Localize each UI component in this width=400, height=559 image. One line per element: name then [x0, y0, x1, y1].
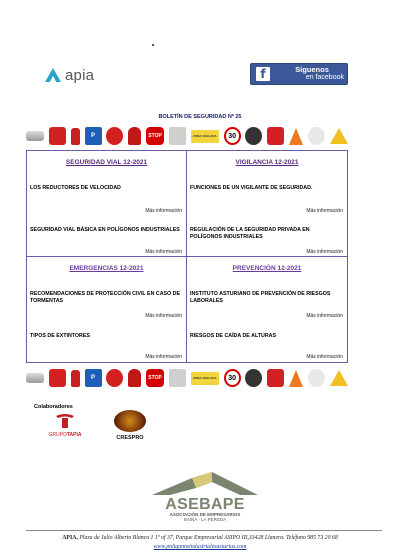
more-info-link[interactable]: Más información — [145, 354, 182, 360]
section-title-seguridad-vial[interactable]: SEGURIDAD VIAL 12-2021 — [65, 159, 148, 166]
article-title[interactable]: LOS REDUCTORES DE VELOCIDAD — [30, 185, 121, 191]
traffic-cone-icon — [289, 370, 303, 387]
article-title[interactable]: FUNCIONES DE UN VIGILANTE DE SEGURIDAD. — [190, 185, 313, 191]
facebook-icon: f — [256, 67, 270, 81]
article-title[interactable]: SEGURIDAD VIAL BÁSICA EN POLÍGONOS INDUSTRIALES — [30, 227, 180, 233]
article-title[interactable]: INSTITUTO ASTURIANO DE PREVENCIÓN DE RIESGOS LABORALES — [190, 291, 331, 304]
crespro-name: CRESPRO — [116, 435, 144, 441]
section-emergencias — [27, 257, 187, 363]
security-guard-icon — [308, 127, 325, 145]
section-title-emergencias[interactable]: EMERGENCIAS 12-2021 — [69, 265, 144, 272]
facebook-label — [280, 66, 344, 82]
icon-strip-bottom — [26, 368, 348, 388]
padlock-icon — [267, 369, 284, 387]
cctv-camera-icon — [26, 131, 44, 141]
asebape-roof-icon — [152, 470, 258, 496]
traffic-cone-icon — [289, 128, 303, 145]
facebook-follow-button[interactable] — [250, 63, 348, 85]
padlock-icon — [267, 127, 284, 145]
footer-org: APIA, — [62, 535, 78, 541]
asebape-line2: BAIÑA · LA PEREDA — [183, 517, 227, 522]
stop-sign-icon: STOP — [146, 127, 164, 145]
article-title[interactable]: TIPOS DE EXTINTORES — [30, 333, 90, 339]
crespro-badge-icon — [114, 410, 146, 432]
more-info-link[interactable]: Más información — [306, 313, 343, 319]
section-vigilancia — [187, 151, 347, 257]
fire-extinguisher-icon — [71, 128, 80, 145]
apia-logo-icon — [44, 67, 62, 83]
apia-logo-text: apia — [65, 66, 95, 84]
page-dot — [152, 44, 154, 46]
section-title-vigilancia[interactable]: VIGILANCIA 12-2021 — [235, 159, 299, 166]
fire-warning-icon — [330, 128, 348, 144]
more-info-link[interactable]: Más información — [145, 249, 182, 255]
section-seguridad-vial — [27, 151, 187, 257]
footer-divider — [26, 530, 382, 531]
facebook-line2: en facebook — [305, 74, 344, 81]
footer-website-link[interactable]: www.poligonosindustrialesasturias.com — [153, 544, 247, 550]
apia-logo[interactable] — [44, 64, 94, 86]
more-info-link[interactable]: Más información — [306, 208, 343, 214]
stop-sign-icon: STOP — [146, 369, 164, 387]
speed-limit-icon: 30 — [224, 127, 241, 145]
security-guard-icon — [308, 369, 325, 387]
icon-strip-top — [26, 126, 348, 146]
section-title-prevencion[interactable]: PREVENCIÓN 12-2021 — [232, 265, 302, 272]
article-title[interactable]: RIESGOS DE CAÍDA DE ALTURAS — [190, 333, 277, 339]
alarm-bell-icon — [106, 127, 123, 145]
facebook-line1: Síguenos — [295, 65, 329, 74]
fire-warning-icon — [330, 370, 348, 386]
section-prevencion — [187, 257, 347, 363]
zona-vigilada-sign-icon: ZONA VIGILADA — [191, 130, 219, 143]
tapia-name-bold: TAPIA — [66, 432, 82, 438]
tapia-mark-icon — [54, 413, 76, 429]
fire-alarm-icon — [49, 127, 66, 145]
footer-address-text: Plaza de Julio Alberto Blanco 1 1º of 37, Parque Empresarial ASIPO III,33428 Llanera. Teléfono 985 73 20 68 — [77, 535, 338, 541]
speed-limit-icon: 30 — [224, 369, 241, 387]
fire-hose-icon — [169, 369, 186, 387]
asebape-line1: ASOCIACIÓN DE EMPRESARIOS — [169, 512, 241, 517]
tapia-prefix: GRUPO — [48, 432, 67, 438]
tapia-name — [44, 432, 86, 438]
more-info-link[interactable]: Más información — [145, 313, 182, 319]
fire-extinguisher-icon — [71, 370, 80, 387]
grupo-tapia-logo[interactable] — [44, 413, 86, 441]
dome-camera-icon — [245, 369, 262, 387]
bulletin-title: BOLETÍN DE SEGURIDAD Nº 25 — [158, 114, 242, 120]
more-info-link[interactable]: Más información — [145, 208, 182, 214]
alarm-bell-icon — [106, 369, 123, 387]
fire-alarm-icon — [49, 369, 66, 387]
footer-address — [0, 535, 400, 541]
more-info-link[interactable]: Más información — [306, 249, 343, 255]
fire-hydrant-icon — [128, 127, 141, 145]
parking-icon: P — [85, 127, 102, 145]
parking-icon: P — [85, 369, 102, 387]
asebape-name: ASEBAPE — [165, 496, 245, 513]
sections-grid — [26, 150, 348, 363]
crespro-logo[interactable] — [110, 410, 150, 444]
article-title[interactable]: RECOMENDACIONES DE PROTECCIÓN CIVIL EN CASO DE TORMENTAS — [30, 291, 180, 304]
zona-vigilada-sign-icon: ZONA VIGILADA — [191, 372, 219, 385]
dome-camera-icon — [245, 127, 262, 145]
more-info-link[interactable]: Más información — [306, 354, 343, 360]
article-title[interactable]: REGULACIÓN DE LA SEGURIDAD PRIVADA EN POLÍGONOS INDUSTRIALES — [190, 227, 310, 240]
fire-hose-icon — [169, 127, 186, 145]
asebape-logo[interactable] — [150, 470, 260, 520]
cctv-camera-icon — [26, 373, 44, 383]
collaborators-label: Colaboradores — [34, 404, 73, 410]
fire-hydrant-icon — [128, 369, 141, 387]
